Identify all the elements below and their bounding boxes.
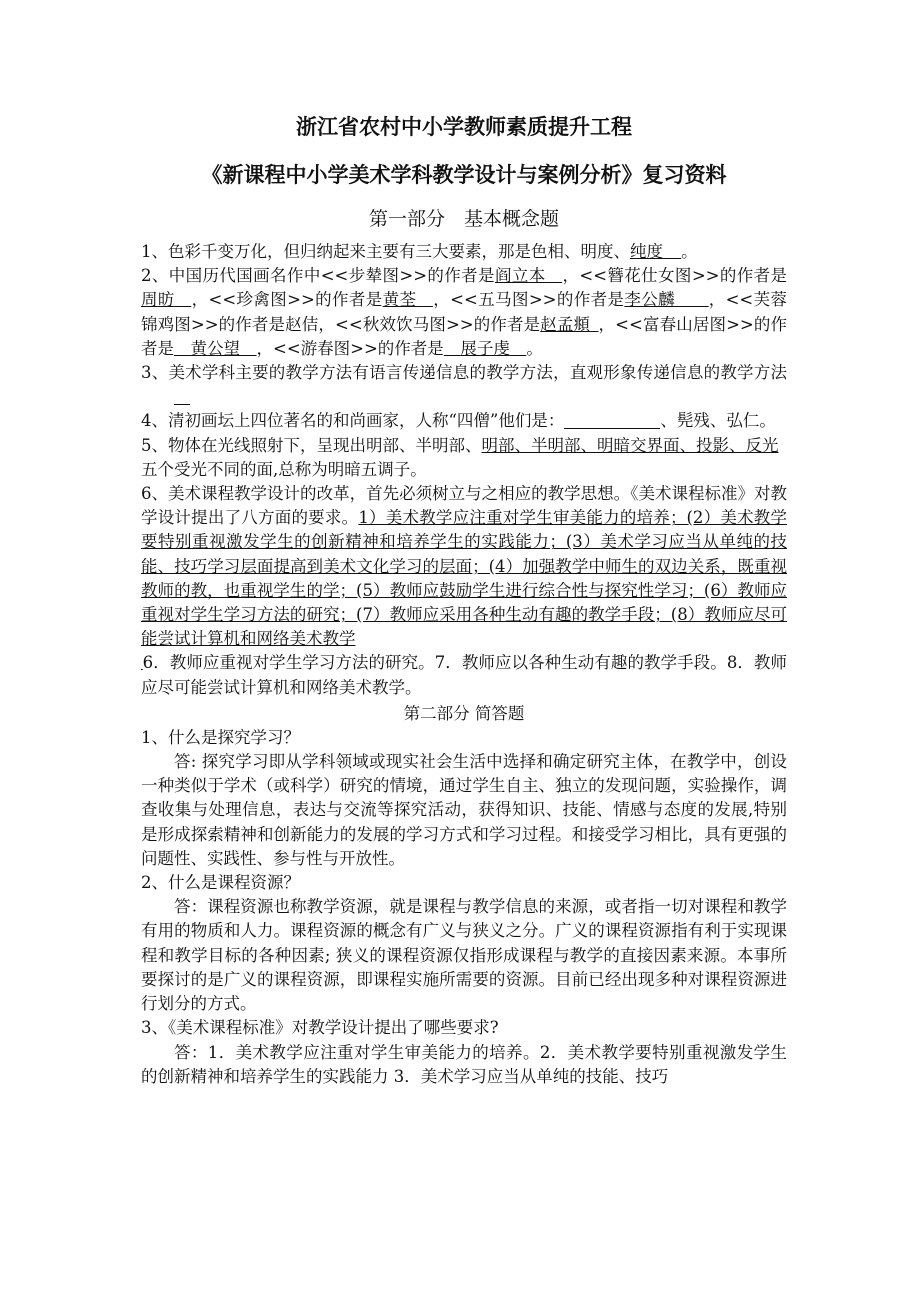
question-5 <box>141 434 787 458</box>
question-3 <box>141 361 787 409</box>
question-text: ，<<富春山居图>>的作者是 <box>141 314 788 358</box>
answer-blank <box>444 339 527 358</box>
short-answer-3: 答：1．美术教学应注重对学生审美能力的培养。2．美术教学要特别重视激发学生的创新精神和培养学生的实践能力 3．美术学习应当从单纯的技能、技巧 <box>141 1042 787 1086</box>
answer-blank <box>174 388 190 405</box>
answer-blank <box>624 290 708 309</box>
question-text: ，<<芙蓉锦鸡图>>的作者是赵佶，<<秋效饮马图>>的作者是 <box>141 290 787 334</box>
question-6 <box>141 482 787 651</box>
question-text: ，<<五马图>>的作者是 <box>432 290 625 310</box>
answer-blank <box>174 339 257 358</box>
question-text: 5、物体在光线照射下，呈现出明部、半明部、 <box>141 435 482 455</box>
document-page <box>141 112 787 1089</box>
answer-blank <box>141 290 191 309</box>
question-text: 6、美术课程教学设计的改革，首先必须树立与之相应的教学思想。《美术课程标准》对教学设计提出了八方面的要求。 <box>141 484 787 528</box>
answer-text: 展子虔 <box>460 338 510 358</box>
short-answer-1: 答: 探究学习即从学科领域或现实社会生活中选择和确定研究主体，在教学中，创设一种类似于学术（或科学）研究的情境，通过学生自主、独立的发现问题，实验操作，调查收集与处理信息，表达与交流等探究活动，获得知识、技能、情感与态度的发展,特别是形成探索精神和创新能力的发展的学习方式和学习过程。和接受学习相比，具有更强的问题性、实践性、参与性与开放性。 <box>141 752 787 868</box>
question-5-continued: 五个受光不同的面,总称为明暗五调子。 <box>141 459 427 479</box>
question-text: 3、美术学科主要的教学方法有语言传递信息的教学方法，直观形象传递信息的教学方法 <box>141 363 787 383</box>
question-4 <box>141 409 787 433</box>
answer-blank <box>564 412 660 429</box>
question-text: 1、色彩千变万化，但归纳起来主要有三大要素，那是色相、明度、 <box>141 242 630 261</box>
question-1 <box>141 240 787 264</box>
part2-heading: 第二部分 简答题 <box>403 703 525 723</box>
answer-text: 1）美术教学应注重对学生审美能力的培养；(2）美术教学要特别重视激发学生的创新精神和培养学生的实践能力；(3）美术学习应当从单纯的技能、技巧学习层面提高到美术文化学习的层面；(4）加强教学中师生的双边关系，既重视教师的教，也重视学生的学；(5）教师应鼓励学生进行综合性与探究性学习；(6）教师应重视对学生学习方法的研究；(7）教师应采用各种生动有趣的教学手段；(8）教师应尽可能尝试计算机和网络美术教学 <box>141 508 788 649</box>
question-text: 。 <box>681 242 698 261</box>
answer-text: 周昉 <box>141 290 175 310</box>
question-text: 2、中国历代国画名作中<<步辇图>>的作者是 <box>141 266 495 286</box>
answer-blank <box>630 242 681 261</box>
answer-text: 黄公望 <box>190 338 240 358</box>
question-text: ，<<游春图>>的作者是 <box>256 338 444 358</box>
question-text: ，<<簪花仕女图>>的作者是 <box>562 266 787 286</box>
question-text: 。 <box>526 338 543 358</box>
short-question-1: 1、什么是探究学习？ <box>141 727 300 747</box>
answer-blank <box>383 290 433 309</box>
answer-text: 明部、半明部、明暗交界面、投影、反光 <box>481 435 779 455</box>
question-text: 4、清初画坛上四位著名的和尚画家，人称“四僧”他们是： <box>141 411 565 431</box>
question-text: 6．教师应重视对学生学习方法的研究。7．教师应以各种生动有趣的教学手段。8．教师应尽可能尝试计算机和网络美术教学。 <box>141 653 787 697</box>
short-question-3: 3、《美术课程标准》对教学设计提出了哪些要求? <box>141 1018 499 1038</box>
question-6-tail <box>141 651 787 699</box>
part1-heading: 第一部分 基本概念题 <box>368 208 559 230</box>
document-title: 浙江省农村中小学教师素质提升工程 <box>296 114 632 139</box>
answer-text: 纯度 <box>630 242 663 261</box>
question-text: 、髡残、弘仁。 <box>660 411 776 431</box>
answer-text: 李公麟 <box>624 290 675 310</box>
question-2 <box>141 264 787 361</box>
answer-blank <box>540 315 598 334</box>
answer-blank <box>495 266 562 285</box>
short-question-2: 2、什么是课程资源？ <box>141 873 300 893</box>
answer-text: 阎立本 <box>494 266 546 286</box>
answer-text: 黄荃 <box>382 290 417 310</box>
question-text: ，<<珍禽图>>的作者是 <box>191 290 383 310</box>
document-subtitle: 《新课程中小学美术学科教学设计与案例分析》复习资料 <box>201 162 727 187</box>
short-answer-2: 答：课程资源也称教学资源，就是课程与教学信息的来源，或者指一切对课程和教学有用的物质和人力。课程资源的概念有广义与狭义之分。广义的课程资源指有利于实现课程和教学目标的各种因素; 狭义的课程资源仅指形成课程与教学的直接因素来源。本事所要探讨的是广义的课程资源，即课程实施所需要的资源。目前已经出现多种对课程资源进行划分的方式。 <box>141 897 787 1014</box>
answer-text: 赵孟頫 <box>540 314 591 334</box>
